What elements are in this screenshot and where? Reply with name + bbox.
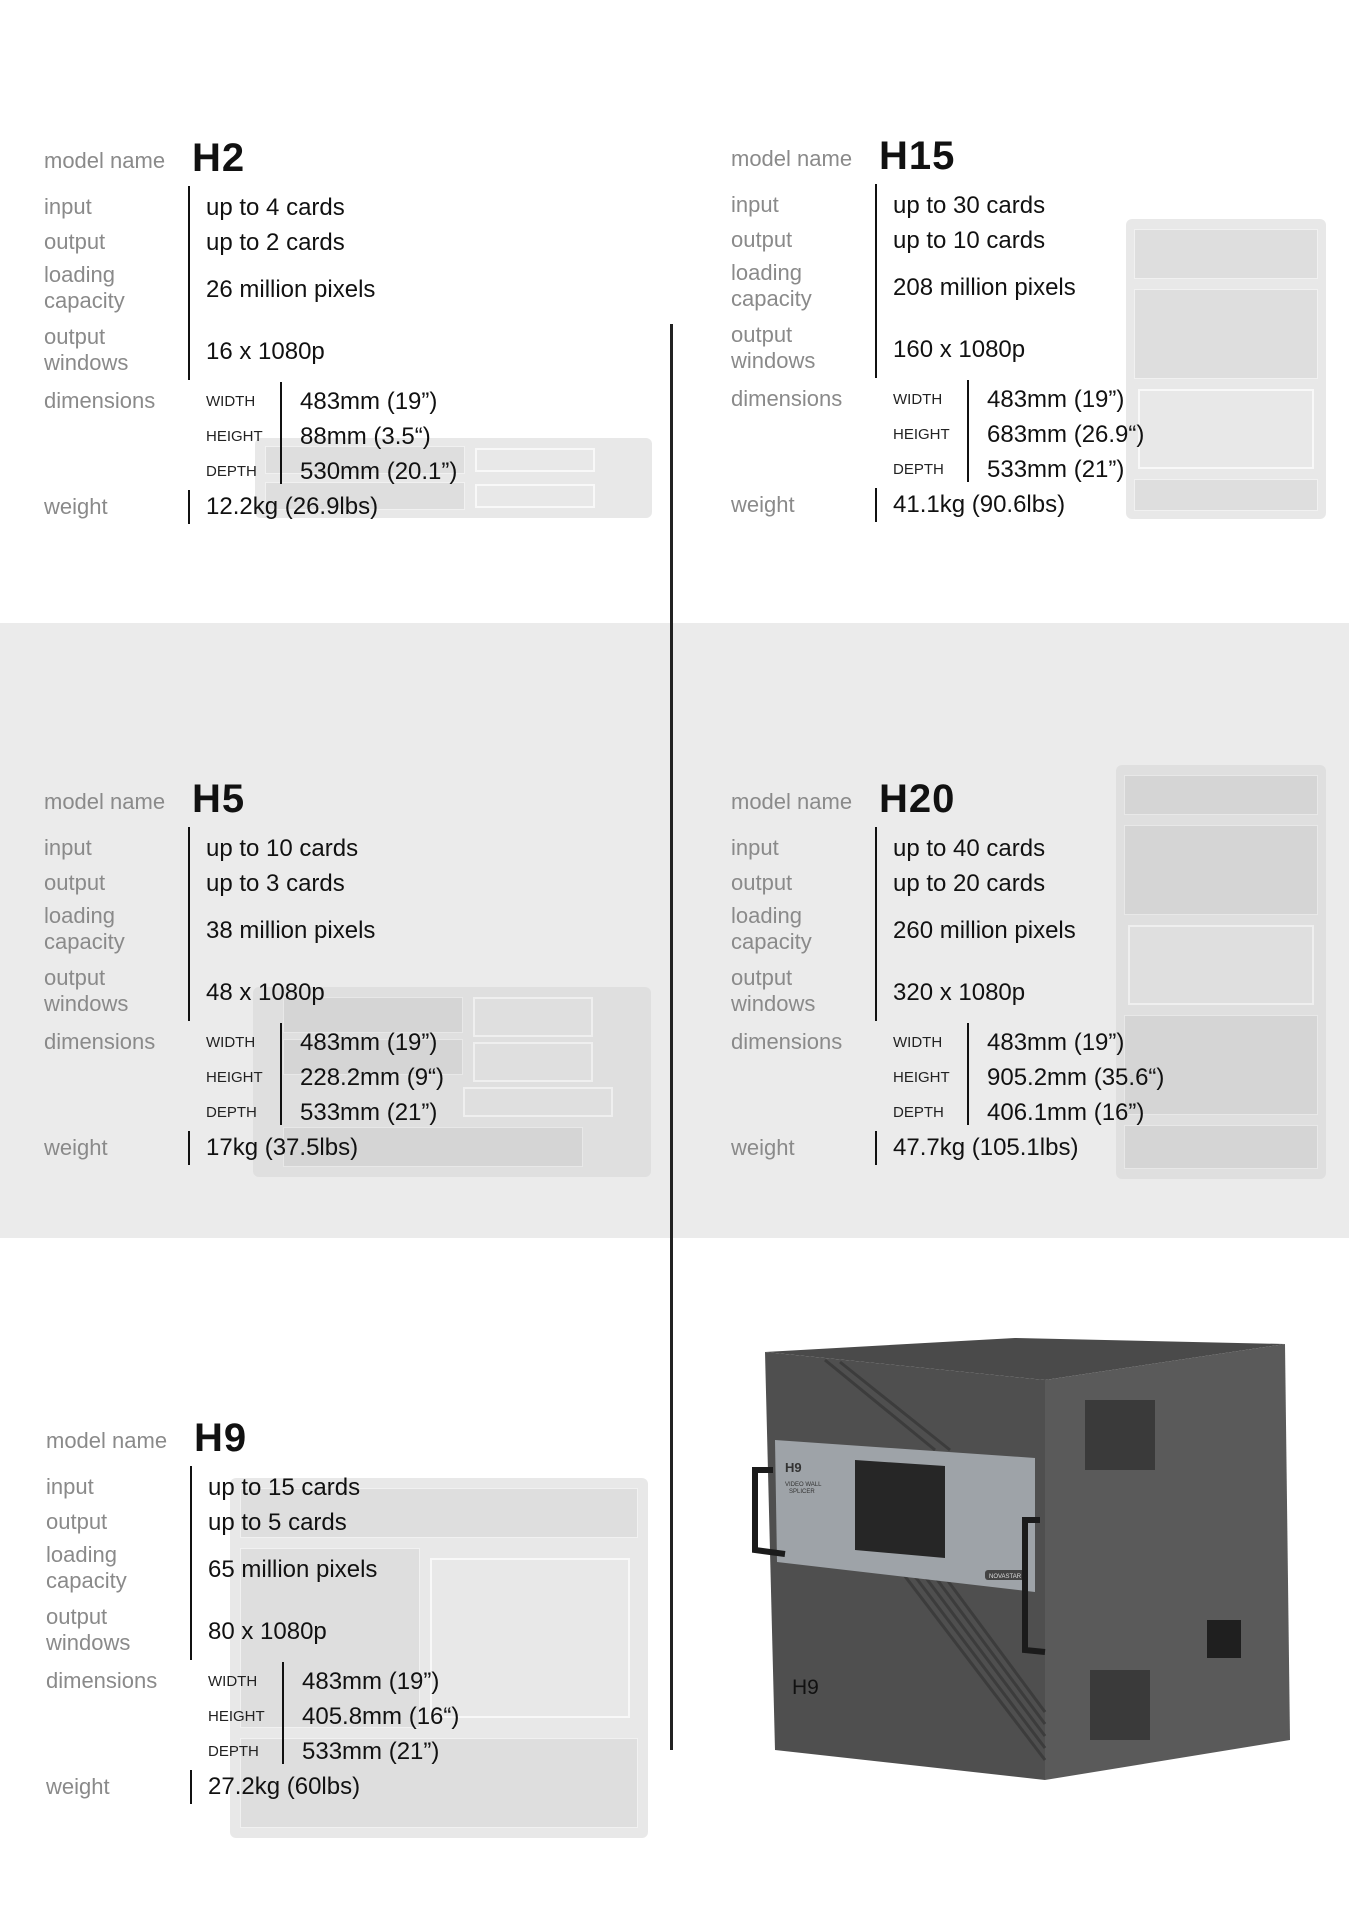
dimensions-label: dimensions [46, 1668, 158, 1693]
spec-block-h15 [731, 134, 1331, 562]
row-separator-bar [190, 1466, 192, 1660]
model-name-value: H20 [879, 777, 956, 821]
width-value: 483mm (19”) [300, 1029, 438, 1056]
output-windows-value: 160 x 1080p [893, 336, 1026, 363]
depth-label: DEPTH [208, 1743, 259, 1760]
output-windows-label-line2: windows [44, 991, 129, 1016]
width-label: WIDTH [893, 391, 943, 408]
panel-text-line-2: SPLICER [789, 1489, 815, 1495]
weight-value: 17kg (37.5lbs) [206, 1134, 359, 1161]
width-label: WIDTH [893, 1034, 943, 1051]
loading-capacity-label-line1: loading [44, 903, 115, 928]
dimensions-label: dimensions [44, 1029, 156, 1054]
spec-block-h5 [44, 777, 644, 1205]
chassis-side [1045, 1344, 1290, 1780]
photo-caption: H9 [792, 1676, 819, 1699]
model-name-value: H2 [192, 136, 246, 180]
width-label: WIDTH [206, 393, 256, 410]
dimensions-separator-bar [280, 382, 282, 484]
model-name-label: model name [731, 146, 853, 171]
panel-logo: H9 [785, 1460, 802, 1475]
weight-separator-bar [190, 1770, 192, 1804]
loading-capacity-label-line1: loading [46, 1542, 117, 1567]
depth-value: 533mm (21”) [302, 1738, 440, 1765]
model-name-label: model name [731, 789, 853, 814]
model-name-value: H15 [879, 134, 956, 178]
loading-capacity-value: 208 million pixels [893, 274, 1076, 301]
output-windows-label-line2: windows [731, 348, 816, 373]
output-label: output [44, 870, 106, 895]
output-windows-label-line1: output [731, 322, 793, 347]
height-value: 905.2mm (35.6“) [987, 1064, 1165, 1091]
input-label: input [731, 835, 779, 860]
output-label: output [731, 870, 793, 895]
model-name-label: model name [44, 789, 166, 814]
dimensions-label: dimensions [731, 1029, 843, 1054]
depth-value: 406.1mm (16”) [987, 1099, 1145, 1126]
model-name-value: H5 [192, 777, 246, 821]
output-windows-label-line1: output [46, 1604, 108, 1629]
input-value: up to 40 cards [893, 835, 1046, 862]
weight-label: weight [731, 1135, 795, 1160]
width-label: WIDTH [208, 1673, 258, 1690]
output-label: output [44, 229, 106, 254]
output-windows-label-line1: output [44, 965, 106, 990]
weight-label: weight [731, 492, 795, 517]
output-windows-label-line1: output [731, 965, 793, 990]
loading-capacity-label-line2: capacity [46, 1568, 127, 1593]
weight-separator-bar [188, 1131, 190, 1165]
loading-capacity-label-line1: loading [731, 903, 802, 928]
width-value: 483mm (19”) [987, 1029, 1125, 1056]
weight-separator-bar [875, 1131, 877, 1165]
weight-label: weight [46, 1774, 110, 1799]
weight-label: weight [44, 494, 108, 519]
output-label: output [731, 227, 793, 252]
lcd-screen [855, 1460, 945, 1558]
output-windows-value: 48 x 1080p [206, 979, 325, 1006]
height-label: HEIGHT [206, 1069, 263, 1086]
output-windows-label-line2: windows [46, 1630, 131, 1655]
model-name-value: H9 [194, 1416, 248, 1460]
depth-label: DEPTH [893, 461, 944, 478]
depth-value: 530mm (20.1”) [300, 458, 458, 485]
input-label: input [731, 192, 779, 217]
loading-capacity-value: 38 million pixels [206, 917, 376, 944]
spec-block-h20 [731, 777, 1331, 1205]
dimensions-label: dimensions [44, 388, 156, 413]
weight-separator-bar [875, 488, 877, 522]
loading-capacity-label-line2: capacity [44, 929, 125, 954]
width-label: WIDTH [206, 1034, 256, 1051]
input-value: up to 15 cards [208, 1474, 361, 1501]
width-value: 483mm (19”) [302, 1668, 440, 1695]
output-value: up to 10 cards [893, 227, 1046, 254]
input-label: input [44, 194, 92, 219]
output-value: up to 20 cards [893, 870, 1046, 897]
side-cutout [1207, 1620, 1241, 1658]
loading-capacity-label-line1: loading [731, 260, 802, 285]
loading-capacity-value: 26 million pixels [206, 276, 376, 303]
output-value: up to 3 cards [206, 870, 345, 897]
height-value: 88mm (3.5“) [300, 423, 431, 450]
weight-value: 47.7kg (105.1lbs) [893, 1134, 1079, 1161]
dimensions-separator-bar [967, 380, 969, 482]
model-name-label: model name [44, 148, 166, 173]
weight-value: 12.2kg (26.9lbs) [206, 493, 379, 520]
output-windows-value: 320 x 1080p [893, 979, 1026, 1006]
dimensions-separator-bar [280, 1023, 282, 1125]
input-value: up to 10 cards [206, 835, 359, 862]
input-value: up to 30 cards [893, 192, 1046, 219]
output-windows-value: 80 x 1080p [208, 1618, 327, 1645]
output-windows-label-line2: windows [731, 991, 816, 1016]
weight-value: 41.1kg (90.6lbs) [893, 491, 1066, 518]
side-vent-bottom [1090, 1670, 1150, 1740]
row-separator-bar [188, 827, 190, 1021]
output-windows-label-line2: windows [44, 350, 129, 375]
loading-capacity-label-line2: capacity [731, 286, 812, 311]
output-label: output [46, 1509, 108, 1534]
h9-product-photo [745, 1330, 1305, 1790]
output-value: up to 5 cards [208, 1509, 347, 1536]
side-vent-top [1085, 1400, 1155, 1470]
vertical-divider [670, 324, 673, 1750]
height-label: HEIGHT [893, 426, 950, 443]
depth-label: DEPTH [206, 463, 257, 480]
depth-value: 533mm (21”) [987, 456, 1125, 483]
dimensions-label: dimensions [731, 386, 843, 411]
loading-capacity-value: 65 million pixels [208, 1556, 378, 1583]
loading-capacity-value: 260 million pixels [893, 917, 1076, 944]
depth-value: 533mm (21”) [300, 1099, 438, 1126]
loading-capacity-label-line1: loading [44, 262, 115, 287]
height-value: 405.8mm (16“) [302, 1703, 460, 1730]
panel-text-line-1: VIDEO WALL [785, 1482, 822, 1488]
loading-capacity-label-line2: capacity [731, 929, 812, 954]
input-value: up to 4 cards [206, 194, 345, 221]
row-separator-bar [875, 184, 877, 378]
output-windows-value: 16 x 1080p [206, 338, 325, 365]
weight-label: weight [44, 1135, 108, 1160]
depth-label: DEPTH [206, 1104, 257, 1121]
width-value: 483mm (19”) [987, 386, 1125, 413]
height-label: HEIGHT [893, 1069, 950, 1086]
dimensions-separator-bar [967, 1023, 969, 1125]
dimensions-separator-bar [282, 1662, 284, 1764]
weight-value: 27.2kg (60lbs) [208, 1773, 361, 1800]
height-label: HEIGHT [208, 1708, 265, 1725]
weight-separator-bar [188, 490, 190, 524]
spec-block-h2 [44, 136, 644, 564]
depth-label: DEPTH [893, 1104, 944, 1121]
brand-label: NOVASTAR [989, 1574, 1022, 1580]
input-label: input [46, 1474, 94, 1499]
spec-block-h9 [46, 1416, 646, 1844]
height-value: 683mm (26.9“) [987, 421, 1145, 448]
row-separator-bar [188, 186, 190, 380]
output-value: up to 2 cards [206, 229, 345, 256]
height-value: 228.2mm (9“) [300, 1064, 445, 1091]
height-label: HEIGHT [206, 428, 263, 445]
input-label: input [44, 835, 92, 860]
row-separator-bar [875, 827, 877, 1021]
model-name-label: model name [46, 1428, 168, 1453]
width-value: 483mm (19”) [300, 388, 438, 415]
loading-capacity-label-line2: capacity [44, 288, 125, 313]
output-windows-label-line1: output [44, 324, 106, 349]
